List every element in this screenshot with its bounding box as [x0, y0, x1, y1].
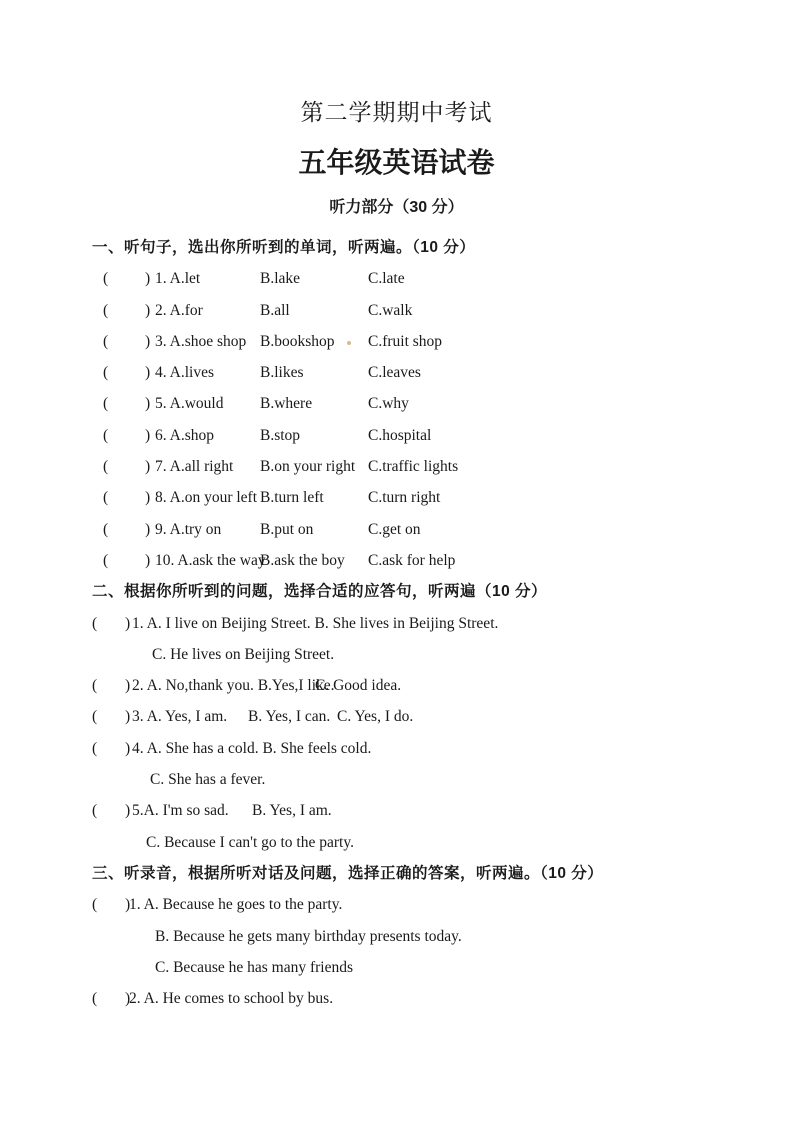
option-text: 5.A. I'm so sad.: [132, 802, 229, 820]
answer-blank-close-paren: ): [145, 332, 151, 350]
option-text: 1. A. Because he goes to the party.: [129, 896, 343, 914]
option-text: C. Because I can't go to the party.: [146, 833, 354, 851]
option-continuation-row: [92, 952, 772, 983]
question-row: [92, 514, 772, 545]
question-row: [92, 357, 772, 388]
section-1-header: 一、听句子，选出你所听到的单词，听两遍。（10 分）: [92, 239, 476, 256]
answer-blank-close-paren: ): [145, 270, 151, 288]
listening-part-title: 听力部分（30 分）: [329, 199, 464, 216]
question-number-and-option-a: 10. A.ask the way: [155, 551, 266, 569]
answer-blank-close-paren: ): [145, 426, 151, 444]
option-c: C.walk: [368, 301, 413, 319]
option-text: C. Because he has many friends: [155, 958, 353, 976]
answer-blank-close-paren: ): [145, 520, 151, 538]
option-text: C. She has a fever.: [150, 771, 266, 789]
option-b: B.lake: [260, 270, 301, 288]
scan-speck-artifact: [347, 341, 351, 345]
question-number-and-option-a: 9. A.try on: [155, 520, 222, 538]
section-3-header-row: [92, 858, 772, 889]
question-row: [92, 326, 772, 357]
question-row: [92, 670, 772, 701]
question-row: [92, 388, 772, 419]
answer-blank-open-paren: (: [103, 520, 109, 538]
option-c: C.get on: [368, 520, 421, 538]
answer-blank-open-paren: (: [92, 614, 98, 632]
option-continuation-row: [92, 639, 772, 670]
option-text: 4. A. She has a cold. B. She feels cold.: [132, 739, 372, 757]
question-row: [92, 482, 772, 513]
question-row: [92, 701, 772, 732]
option-b: B.ask the boy: [260, 551, 345, 569]
answer-blank-open-paren: (: [103, 489, 109, 507]
answer-blank-close-paren: ): [125, 677, 131, 695]
option-continuation-row: [92, 764, 772, 795]
answer-blank-open-paren: (: [103, 551, 109, 569]
answer-blank-open-paren: (: [92, 802, 98, 820]
option-text: 2. A. He comes to school by bus.: [129, 990, 334, 1008]
question-number-and-option-a: 7. A.all right: [155, 458, 234, 476]
answer-blank-open-paren: (: [103, 270, 109, 288]
option-c: C.late: [368, 270, 405, 288]
paper-title: 五年级英语试卷: [298, 147, 495, 178]
answer-blank-close-paren: ): [145, 551, 151, 569]
answer-blank-open-paren: (: [103, 395, 109, 413]
option-text: 2. A. No,thank you. B.Yes,I like.: [132, 677, 335, 695]
answer-blank-close-paren: ): [145, 458, 151, 476]
option-continuation-row: [92, 921, 772, 952]
option-c: C.turn right: [368, 489, 441, 507]
answer-blank-open-paren: (: [92, 708, 98, 726]
option-c: C.leaves: [368, 364, 421, 382]
option-text: 3. A. Yes, I am.: [132, 708, 228, 726]
question-row: [92, 608, 772, 639]
option-text: C. He lives on Beijing Street.: [152, 645, 335, 663]
answer-blank-close-paren: ): [145, 489, 151, 507]
section-1-header-row: [92, 232, 772, 263]
option-text: C. Good idea.: [315, 677, 402, 695]
question-row: [92, 545, 772, 576]
answer-blank-close-paren: ): [125, 802, 131, 820]
option-c: C.fruit shop: [368, 332, 443, 350]
option-b: B.turn left: [260, 489, 324, 507]
question-row: [92, 889, 772, 920]
option-b: B.all: [260, 301, 290, 319]
option-b: B.stop: [260, 426, 301, 444]
question-number-and-option-a: 5. A.would: [155, 395, 224, 413]
question-number-and-option-a: 2. A.for: [155, 301, 203, 319]
option-c: C.traffic lights: [368, 458, 459, 476]
answer-blank-close-paren: ): [145, 301, 151, 319]
answer-blank-close-paren: ): [145, 395, 151, 413]
answer-blank-open-paren: (: [92, 739, 98, 757]
answer-blank-open-paren: (: [103, 332, 109, 350]
answer-blank-close-paren: ): [145, 364, 151, 382]
question-number-and-option-a: 1. A.let: [155, 270, 201, 288]
question-number-and-option-a: 6. A.shop: [155, 426, 214, 444]
option-c: C.why: [368, 395, 409, 413]
question-row: [92, 983, 772, 1014]
answer-blank-close-paren: ): [125, 896, 131, 914]
answer-blank-close-paren: ): [125, 990, 131, 1008]
option-b: B.bookshop: [260, 332, 335, 350]
question-row: [92, 733, 772, 764]
question-number-and-option-a: 8. A.on your left: [155, 489, 258, 507]
section-2-header: 二、根据你所听到的问题，选择合适的应答句，听两遍（10 分）: [92, 583, 548, 601]
answer-blank-close-paren: ): [125, 739, 131, 757]
section-2-header-row: [92, 576, 772, 607]
answer-blank-open-paren: (: [103, 458, 109, 476]
answer-blank-open-paren: (: [103, 301, 109, 319]
option-c: C.ask for help: [368, 551, 456, 569]
question-row: [92, 295, 772, 326]
option-text: B. Yes, I am.: [252, 802, 332, 820]
exam-title: 第二学期期中考试: [300, 100, 493, 125]
question-row: [92, 420, 772, 451]
answer-blank-open-paren: (: [92, 896, 98, 914]
option-b: B.where: [260, 395, 313, 413]
section-3-header: 三、听录音，根据所听对话及问题，选择正确的答案，听两遍。（10 分）: [92, 864, 604, 882]
option-c: C.hospital: [368, 426, 432, 444]
option-text: B. Yes, I can.: [248, 708, 331, 726]
answer-blank-open-paren: (: [103, 364, 109, 382]
answer-blank-close-paren: ): [125, 614, 131, 632]
option-b: B.on your right: [260, 458, 356, 476]
question-number-and-option-a: 4. A.lives: [155, 364, 214, 382]
option-text: B. Because he gets many birthday presents today.: [155, 927, 462, 945]
option-text: C. Yes, I do.: [337, 708, 414, 726]
option-text: 1. A. I live on Beijing Street. B. She lives in Beijing Street.: [132, 614, 499, 632]
option-continuation-row: [92, 827, 772, 858]
question-row: [92, 263, 772, 294]
answer-blank-open-paren: (: [92, 677, 98, 695]
answer-blank-close-paren: ): [125, 708, 131, 726]
question-row: [92, 451, 772, 482]
exam-body: [92, 232, 772, 1014]
option-b: B.likes: [260, 364, 304, 382]
option-b: B.put on: [260, 520, 314, 538]
answer-blank-open-paren: (: [103, 426, 109, 444]
question-number-and-option-a: 3. A.shoe shop: [155, 332, 247, 350]
answer-blank-open-paren: (: [92, 990, 98, 1008]
question-row: [92, 795, 772, 826]
